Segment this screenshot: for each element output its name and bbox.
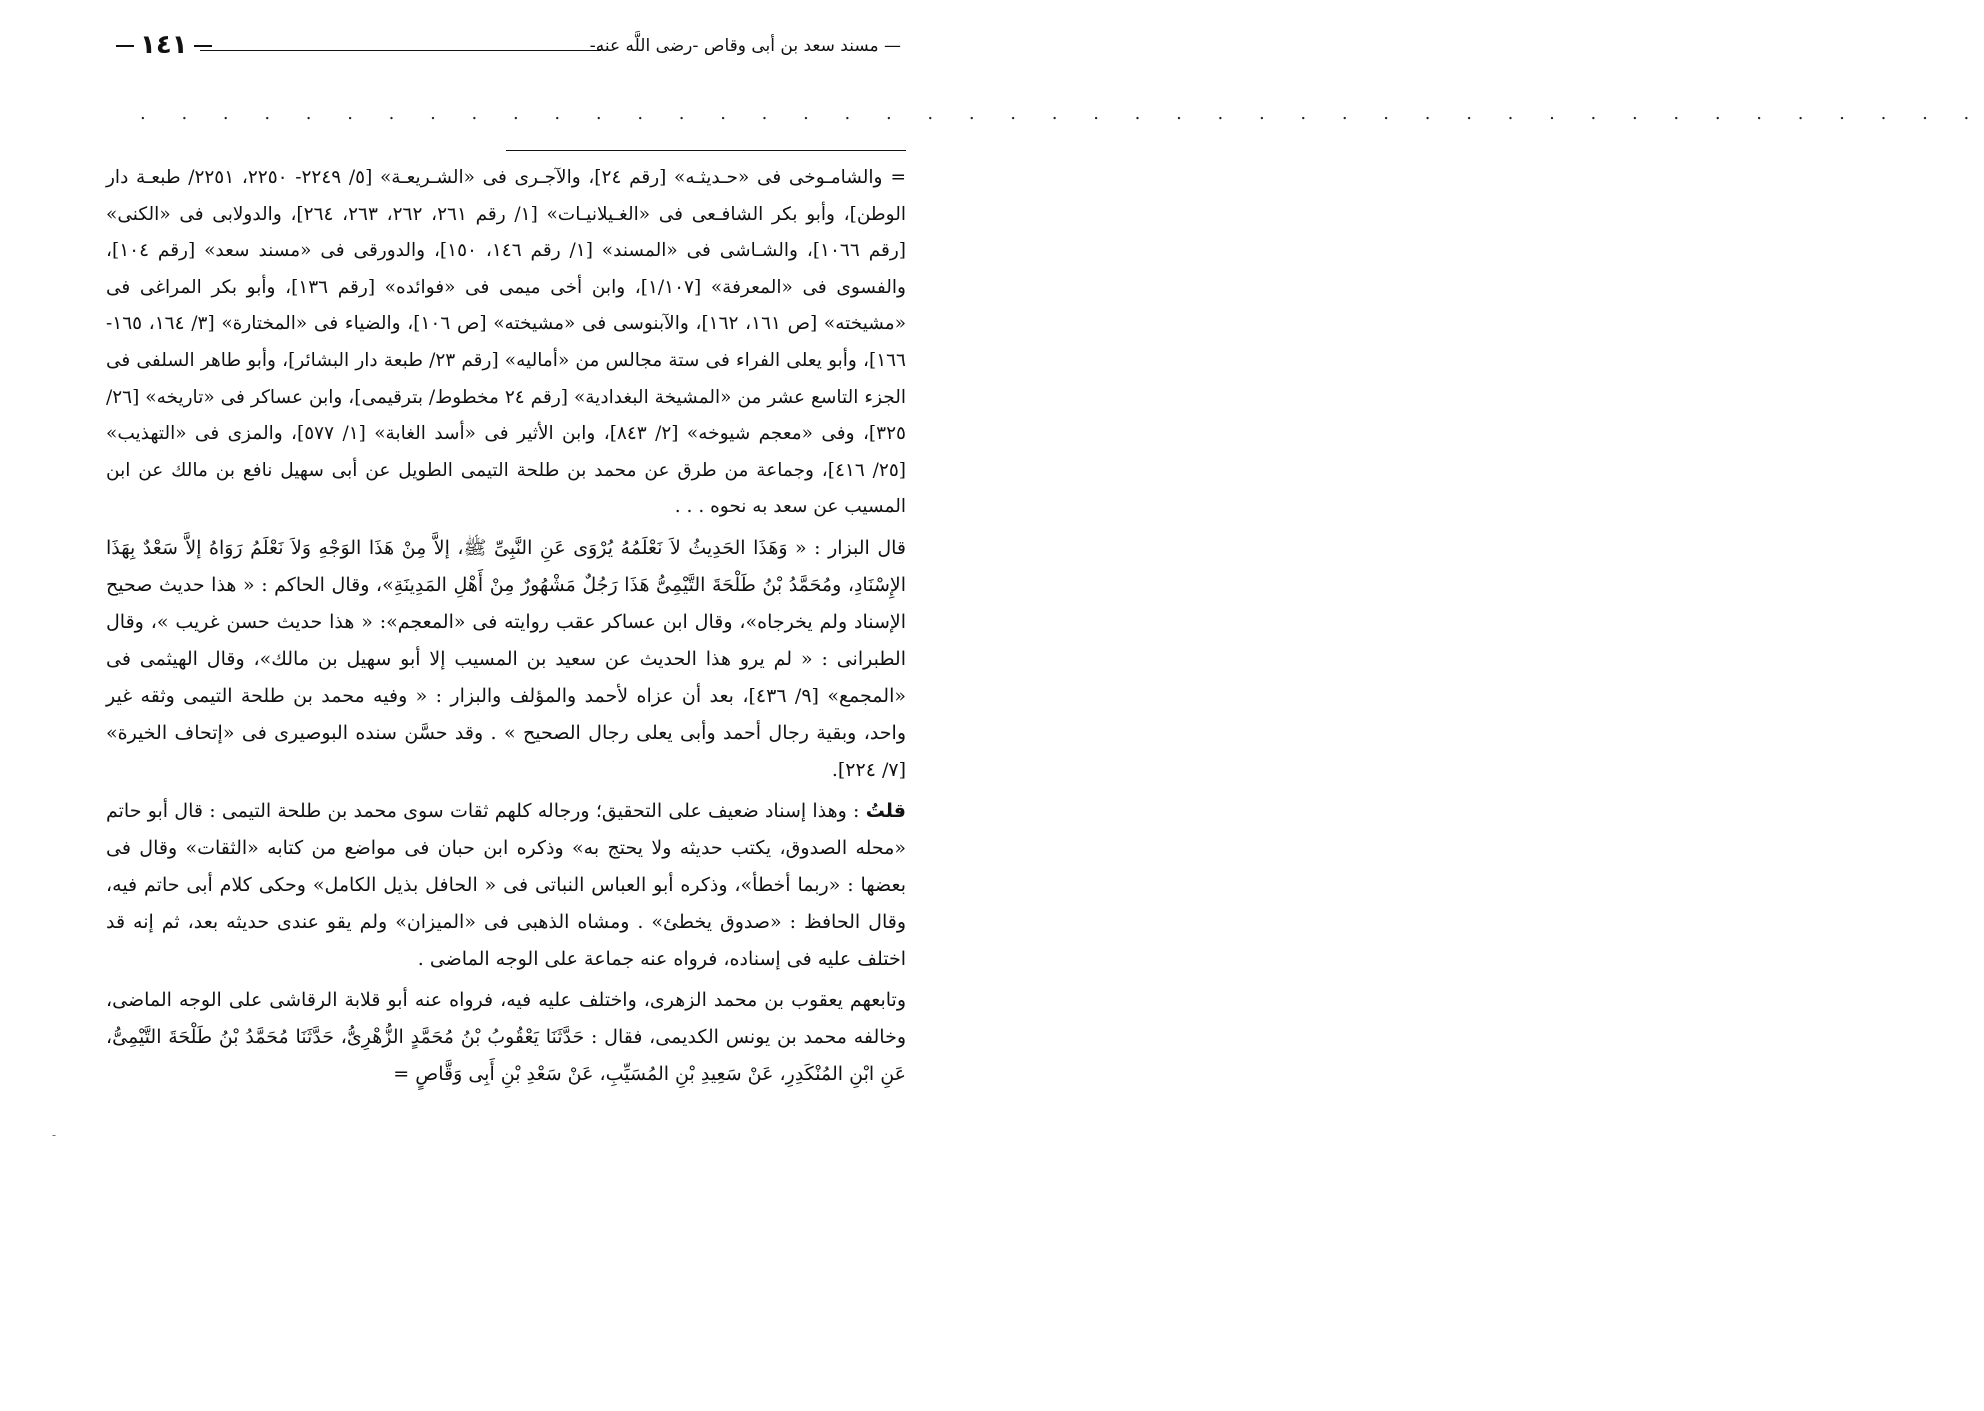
paragraph-text: وتابعهم يعقوب بن محمد الزهرى، واختلف عليه فيه، فرواه عنه أبو قلابة الرقاشى على الوجه الماضى، وخالفه محمد بن يونس الكديمى، فقال : حَدَّثَنَا يَعْقُوبُ بْنُ مُحَمَّدٍ الزُّهْرِىُّ، حَدَّثَنَا مُحَمَّدُ بْنُ طَلْحَةَ التَّيْمِىُّ، عَنِ ابْنِ المُنْكَدِرِ، عَنْ سَعِيدِ بْنِ المُسَيِّبِ، عَنْ سَعْدِ بْنِ أَبِى وَقَّاصٍ: [106, 988, 906, 1085]
footnote-separator: [506, 150, 906, 151]
continuation-mark-end: =: [393, 1062, 410, 1085]
omission-dots: . . . . . . . . . . . . . . . . . . . . . . . . . . . . . . . . . . . . . . . . . . . . .: [140, 103, 1984, 124]
footnote-continuation: [106, 160, 906, 526]
page-number: [110, 30, 218, 60]
continuation-mark: =: [890, 167, 906, 188]
page-body: [106, 160, 906, 1093]
page-number-dash-right: [116, 45, 134, 47]
paragraph-bazzar: [106, 530, 906, 789]
paragraph-text: قال البزار : « وَهَذَا الحَدِيثُ لاَ نَعْلَمُهُ يُرْوَى عَنِ النَّبِىِّ ﷺ، إلاَّ مِنْ هَذَا الوَجْهِ وَلاَ نَعْلَمُ رَوَاهُ إلاَّ سَعْدٌ بِهَذَا الإِسْنَادِ، ومُحَمَّدُ بْنُ طَلْحَةَ التَّيْمِىُّ هَذَا رَجُلٌ مَشْهُورٌ مِنْ أَهْلِ المَدِينَةِ»، وقال الحاكم : « هذا حديث صحيح الإسناد ولم يخرجاه»، وقال ابن عساكر عقب روايته فى «المعجم»: « هذا حديث حسن غريب »، وقال الطبرانى : « لم يرو هذا الحديث عن سعيد بن المسيب إلا أبو سهيل بن مالك»، وقال الهيثمى فى «المجمع» [٩/ ٤٣٦]، بعد أن عزاه لأحمد والمؤلف والبزار : « وفيه محمد بن طلحة التيمى وثقه غير واحد، وبقية رجال أحمد وأبى يعلى رجال الصحيح » . وقد حسَّن سنده البوصيرى فى «إتحاف الخيرة» [٧/ ٢٢٤].: [106, 536, 906, 781]
paragraph-text: : وهذا إسناد ضعيف على التحقيق؛ ورجاله كلهم ثقات سوى محمد بن طلحة التيمى : قال أبو حاتم «محله الصدوق، يكتب حديثه ولا يحتج به» وذكره ابن حبان فى مواضع من كتابه «الثقات» وقال فى بعضها : «ربما أخطأ»، وذكره أبو العباس النباتى فى « الحافل بذيل الكامل» وحكى كلام أبى حاتم فيه، وقال الحافظ : «صدوق يخطئ» . ومشاه الذهبى فى «الميزان» ولم يقو عندى حديثه بعد، ثم إنه قد اختلف عليه فى إسناده، فرواه عنه جماعة على الوجه الماضى .: [106, 799, 906, 970]
running-header: [110, 30, 901, 70]
margin-mark: -: [52, 1128, 57, 1142]
paragraph-qultu: [106, 793, 906, 978]
header-title-text: مسند سعد بن أبى وقاص -رضى اللَّه عنه-: [589, 36, 879, 56]
header-rule: [200, 50, 601, 51]
header-title: [590, 36, 901, 56]
page-number-dash-left: [194, 45, 212, 47]
paragraph-tabaahum: [106, 982, 906, 1093]
page-number-value: ١٤١: [140, 30, 188, 60]
footnote-text: والشامـوخى فى «حـديثـه» [رقم ٢٤]، والآجـرى فى «الشـريعـة» [٥/ ٢٢٤٩- ٢٢٥٠، ٢٢٥١/ طبعـة دار الوطن]، وأبو بكر الشافـعى فى «الغـيلانيـات» [١/ رقم ٢٦١، ٢٦٢، ٢٦٣، ٢٦٤]، والدولابى فى «الكنى» [رقم ١٠٦٦]، والشـاشى فى «المسند» [١/ رقم ١٤٦، ١٥٠]، والدورقى فى «مسند سعد» [رقم ١٠٤]، والفسوى فى «المعرفة» [١/١٠٧]، وابن أخى ميمى فى «فوائده» [رقم ١٣٦]، وأبو بكر المراغى فى «مشيخته» [ص ١٦١، ١٦٢]، والآبنوسى فى «مشيخته» [ص ١٠٦]، والضياء فى «المختارة» [٣/ ١٦٤، ١٦٥- ١٦٦]، وأبو يعلى الفراء فى ستة مجالس من «أماليه» [رقم ٢٣/ طبعة دار البشائر]، وأبو طاهر السلفى فى الجزء التاسع عشر من «المشيخة البغدادية» [رقم ٢٤ مخطوط/ بترقيمى]، وابن عساكر فى «تاريخه» [٢٦/ ٣٢٥]، وفى «معجم شيوخه» [٢/ ٨٤٣]، وابن الأثير فى «أسد الغابة» [١/ ٥٧٧]، والمزى فى «التهذيب» [٢٥/ ٤١٦]، وجماعة من طرق عن محمد بن طلحة التيمى الطويل عن أبى سهيل نافع بن مالك عن ابن المسيب عن سعد به نحوه . . .: [106, 167, 907, 518]
paragraph-lead-word: قلتُ: [865, 799, 906, 822]
header-dash: —: [878, 36, 901, 56]
